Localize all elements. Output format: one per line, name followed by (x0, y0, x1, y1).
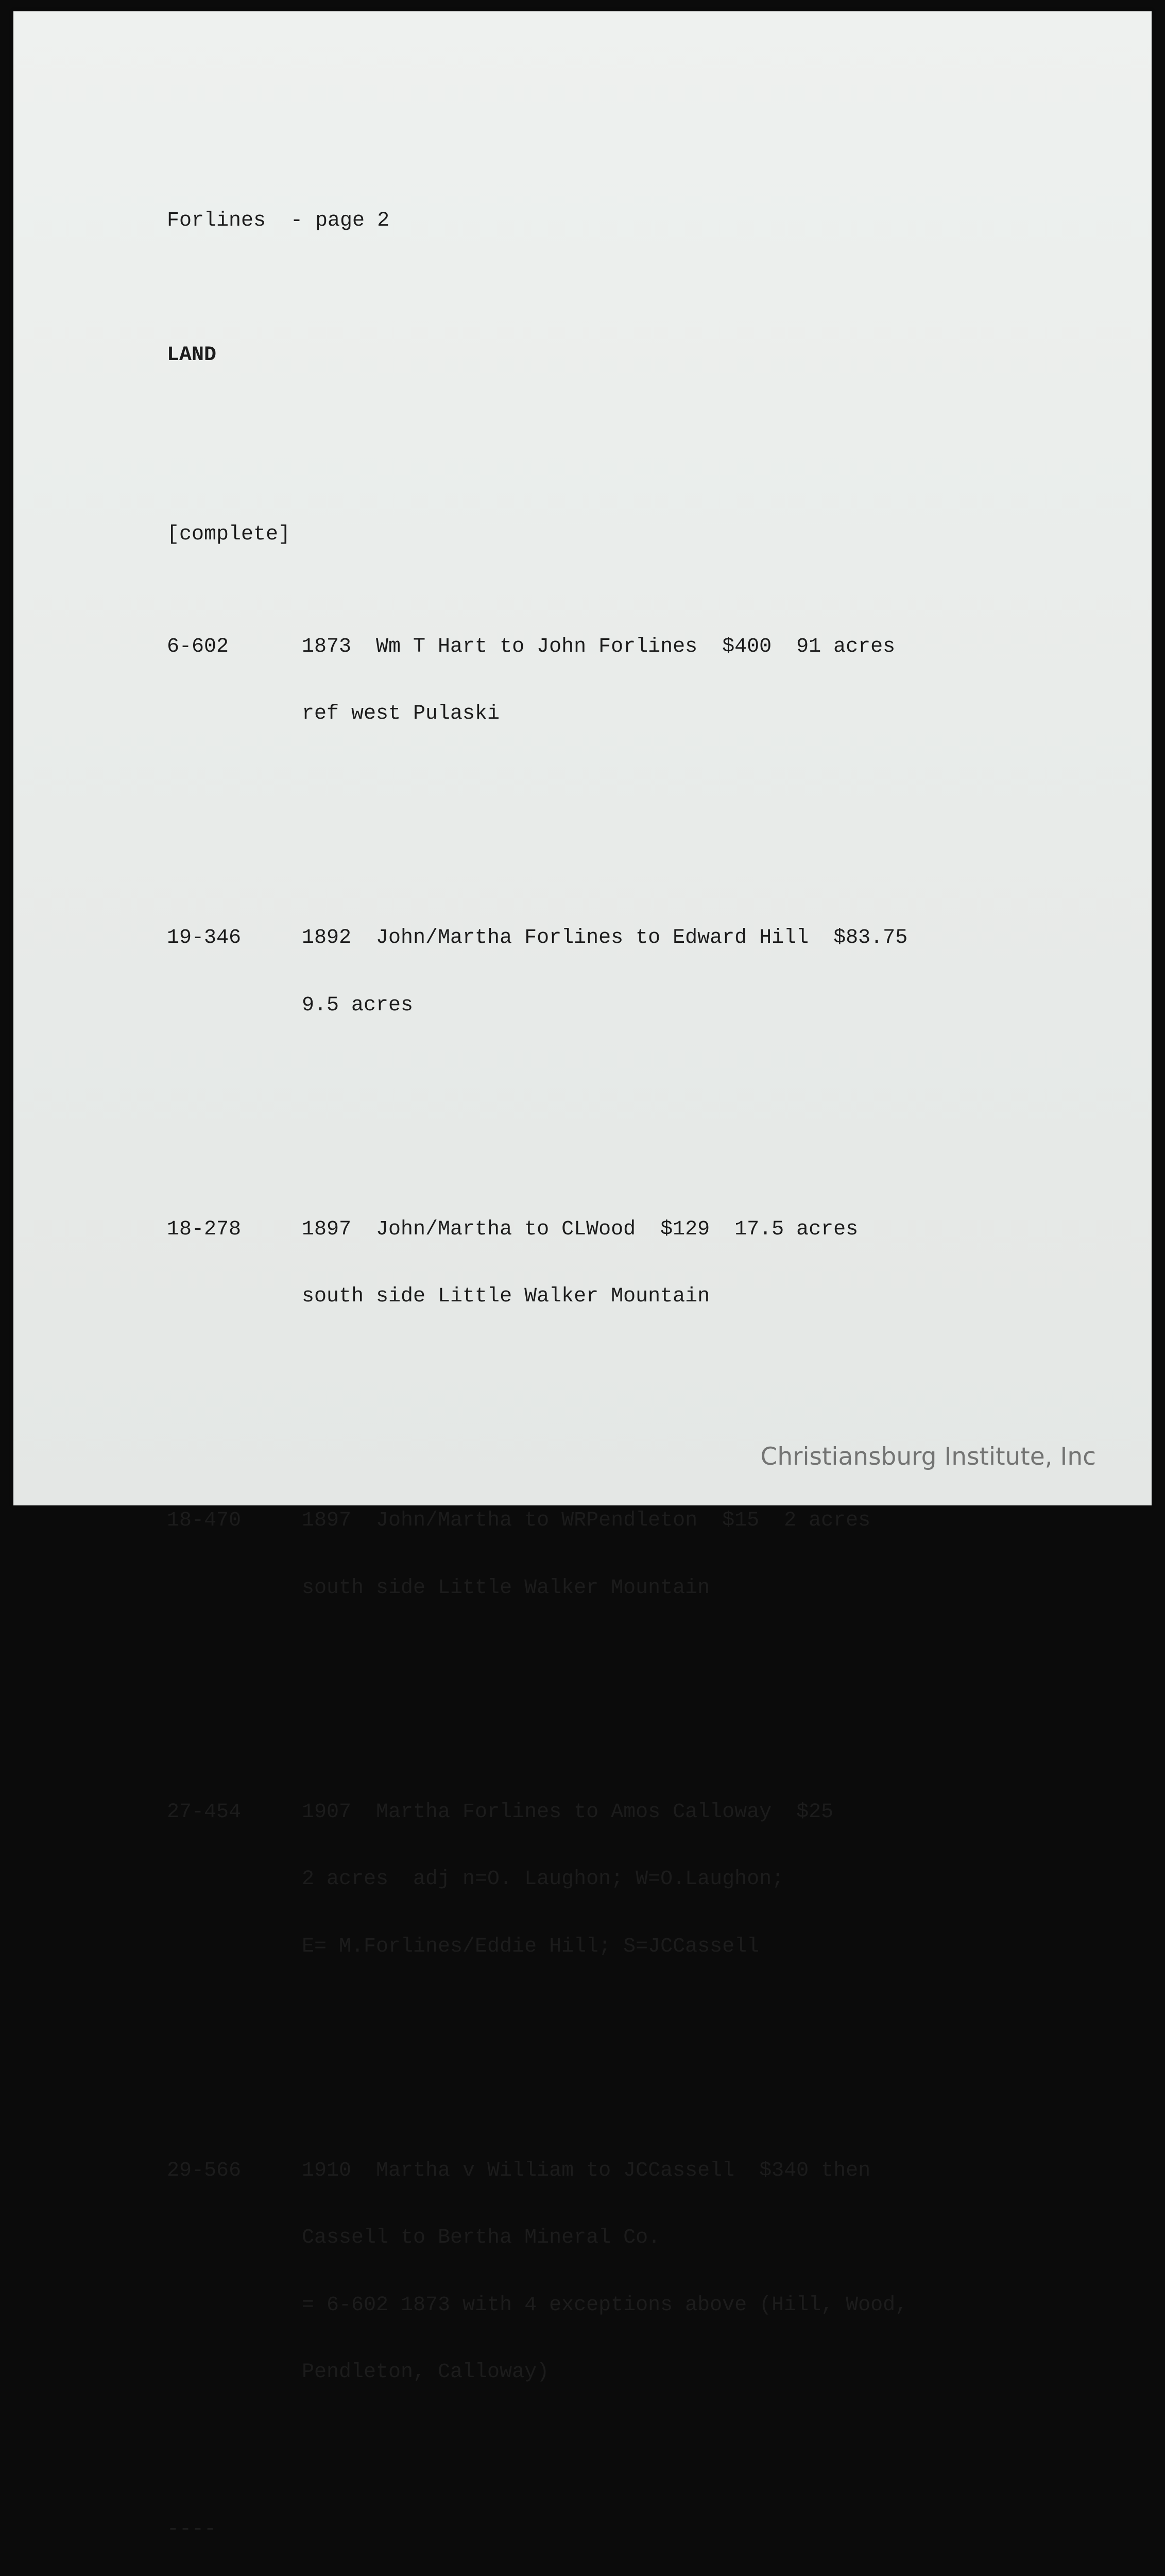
entry-line: 1897 John/Martha to CLWood $129 17.5 acres (302, 1217, 859, 1241)
deed-book-page: 19-346 (167, 926, 242, 950)
paper-sheet (13, 11, 1152, 2541)
land-entry (167, 882, 1104, 1061)
entry-line: 1907 Martha Forlines to Amos Calloway $25 (302, 1800, 834, 1824)
group-separator: ---- (167, 2517, 217, 2541)
entry-line: 1910 Martha v William to JCCassell $340 then (302, 2159, 871, 2182)
document-body (167, 165, 1104, 2576)
section-title: LAND (167, 344, 217, 367)
deed-book-page: 18-278 (167, 1217, 242, 1241)
page-header: Forlines - page 2 (167, 209, 390, 232)
land-entry (167, 591, 1104, 770)
deed-book-page: 29-566 (167, 2159, 242, 2182)
entry-line: 9.5 acres (302, 993, 414, 1017)
watermark-text: Christiansburg Institute, Inc (760, 1443, 1096, 1471)
entry-line: Cassell to Bertha Mineral Co. (302, 2226, 661, 2249)
entry-line: south side Little Walker Mountain (302, 1576, 710, 1600)
deed-book-page: 18-470 (167, 1509, 242, 1532)
entry-line: E= M.Forlines/Eddie Hill; S=JCCassell (302, 1935, 760, 1958)
deed-book-page: 6-602 (167, 635, 229, 658)
deed-book-page: 27-454 (167, 1800, 242, 1824)
land-entry (167, 1174, 1104, 1353)
entry-line: 1897 John/Martha to WRPendleton $15 2 acres (302, 1509, 871, 1532)
entry-line: south side Little Walker Mountain (302, 1285, 710, 1308)
land-entry (167, 1756, 1104, 2003)
entry-line: = 6-602 1873 with 4 exceptions above (Hill, Wood, (302, 2293, 908, 2317)
group-tag: [complete] (167, 523, 291, 546)
entry-line: ref west Pulaski (302, 702, 500, 725)
land-entry (167, 1465, 1104, 1644)
entry-line: 1873 Wm T Hart to John Forlines $400 91 acres (302, 635, 896, 658)
entry-line: Pendleton, Calloway) (302, 2361, 550, 2384)
land-entry (167, 2115, 1104, 2429)
entry-line: 1892 John/Martha Forlines to Edward Hill $83.75 (302, 926, 908, 950)
entry-line: 2 acres adj n=O. Laughon; W=O.Laughon; (302, 1868, 784, 1891)
